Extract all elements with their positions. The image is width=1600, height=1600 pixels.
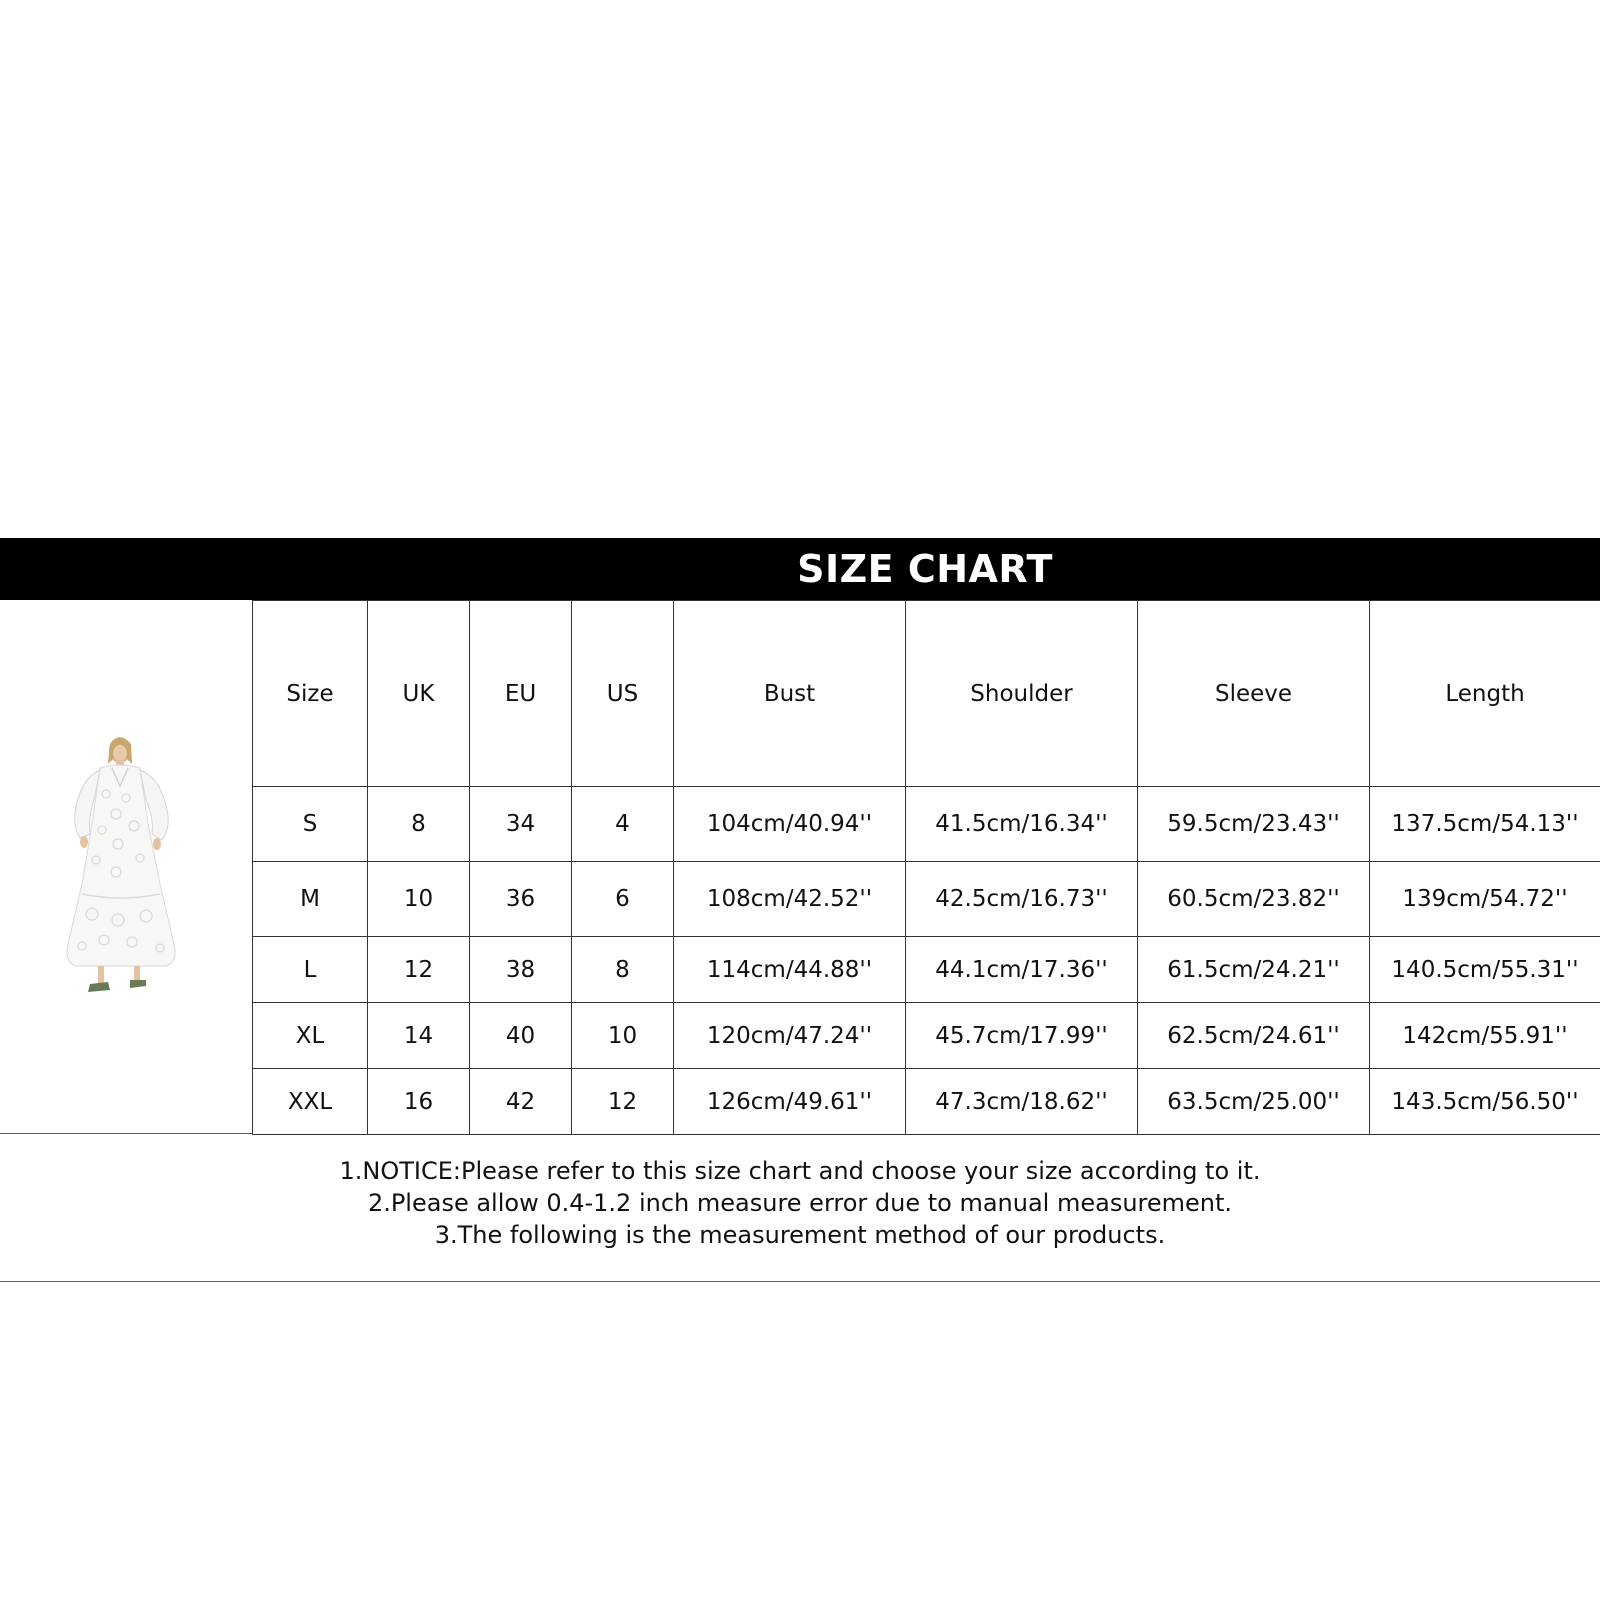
cell-us: 8: [572, 937, 674, 1003]
cell-size: XL: [253, 1003, 368, 1069]
table-row: [253, 1069, 1600, 1135]
cell-uk: 12: [368, 937, 470, 1003]
cell-eu: 40: [470, 1003, 572, 1069]
header-size: Size: [253, 601, 368, 787]
cell-sleeve: 61.5cm/24.21'': [1138, 937, 1370, 1003]
cell-sleeve: 63.5cm/25.00'': [1138, 1069, 1370, 1135]
cell-sleeve: 62.5cm/24.61'': [1138, 1003, 1370, 1069]
cell-bust: 114cm/44.88'': [674, 937, 906, 1003]
cell-length: 139cm/54.72'': [1370, 862, 1600, 937]
notes-block: [0, 1155, 1600, 1251]
cell-eu: 38: [470, 937, 572, 1003]
cell-bust: 126cm/49.61'': [674, 1069, 906, 1135]
cell-sleeve: 59.5cm/23.43'': [1138, 787, 1370, 862]
cell-shoulder: 41.5cm/16.34'': [906, 787, 1138, 862]
white-maxi-dress-model-photo: [56, 734, 186, 996]
cell-bust: 108cm/42.52'': [674, 862, 906, 937]
size-table: [252, 600, 1600, 1135]
cell-size: S: [253, 787, 368, 862]
cell-shoulder: 47.3cm/18.62'': [906, 1069, 1138, 1135]
cell-bust: 120cm/47.24'': [674, 1003, 906, 1069]
cell-uk: 16: [368, 1069, 470, 1135]
cell-eu: 42: [470, 1069, 572, 1135]
cell-size: M: [253, 862, 368, 937]
table-row: [253, 862, 1600, 937]
cell-shoulder: 42.5cm/16.73'': [906, 862, 1138, 937]
cell-shoulder: 44.1cm/17.36'': [906, 937, 1138, 1003]
table-row: [253, 787, 1600, 862]
header-eu: EU: [470, 601, 572, 787]
table-row: [253, 1003, 1600, 1069]
cell-uk: 8: [368, 787, 470, 862]
table-header-row: [253, 601, 1600, 787]
cell-size: XXL: [253, 1069, 368, 1135]
cell-us: 10: [572, 1003, 674, 1069]
header-uk: UK: [368, 601, 470, 787]
table-row: [253, 937, 1600, 1003]
cell-us: 12: [572, 1069, 674, 1135]
header-shoulder: Shoulder: [906, 601, 1138, 787]
cell-us: 4: [572, 787, 674, 862]
cell-length: 137.5cm/54.13'': [1370, 787, 1600, 862]
note-line: 3.The following is the measurement method of our products.: [434, 1221, 1166, 1249]
cell-length: 142cm/55.91'': [1370, 1003, 1600, 1069]
cell-uk: 10: [368, 862, 470, 937]
header-bust: Bust: [674, 601, 906, 787]
header-sleeve: Sleeve: [1138, 601, 1370, 787]
cell-eu: 34: [470, 787, 572, 862]
size-chart-title: SIZE CHART: [797, 547, 1053, 591]
note-line: 2.Please allow 0.4-1.2 inch measure error due to manual measurement.: [367, 1189, 1233, 1217]
divider-line: [0, 1281, 1600, 1282]
size-chart-banner: [0, 538, 1600, 600]
note-line: 1.NOTICE:Please refer to this size chart and choose your size according to it.: [339, 1157, 1261, 1185]
cell-length: 143.5cm/56.50'': [1370, 1069, 1600, 1135]
cell-uk: 14: [368, 1003, 470, 1069]
cell-size: L: [253, 937, 368, 1003]
cell-us: 6: [572, 862, 674, 937]
cell-length: 140.5cm/55.31'': [1370, 937, 1600, 1003]
cell-shoulder: 45.7cm/17.99'': [906, 1003, 1138, 1069]
product-photo-area: [0, 600, 252, 1134]
header-length: Length: [1370, 601, 1600, 787]
cell-bust: 104cm/40.94'': [674, 787, 906, 862]
header-us: US: [572, 601, 674, 787]
cell-sleeve: 60.5cm/23.82'': [1138, 862, 1370, 937]
cell-eu: 36: [470, 862, 572, 937]
